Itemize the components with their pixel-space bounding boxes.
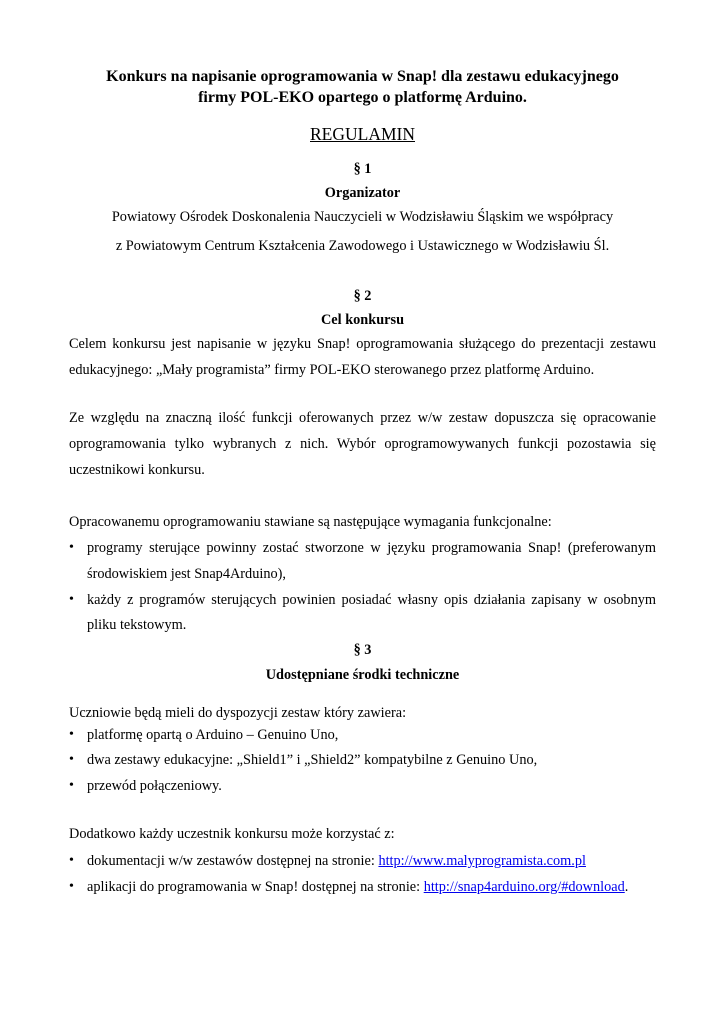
malyprogramista-link[interactable]: http://www.malyprogramista.com.pl bbox=[378, 853, 586, 869]
extra-item-2-period: . bbox=[624, 879, 629, 895]
section-1-number: § 1 bbox=[353, 161, 372, 177]
section-3-heading: Udostępniane środki techniczne bbox=[265, 667, 460, 683]
snap4arduino-download-link[interactable]: http://snap4arduino.org/#download bbox=[423, 879, 625, 895]
section-2-paragraph-1-line-2: edukacyjnego: „Mały programista” firmy POL-EKO sterowanego przez platformę Arduino. bbox=[69, 362, 595, 378]
section-3-extra-intro: Dodatkowo każdy uczestnik konkursu może korzystać z: bbox=[69, 826, 395, 842]
section-3-number: § 3 bbox=[353, 642, 372, 658]
bullet-glyph: • bbox=[69, 540, 74, 555]
section-3-extra-item-2 bbox=[87, 879, 628, 896]
bullet-glyph: • bbox=[69, 727, 74, 742]
document-subtitle: REGULAMIN bbox=[310, 124, 415, 144]
section-3-item: dwa zestawy edukacyjne: „Shield1” i „Shield2” kompatybilne z Genuino Uno, bbox=[87, 752, 538, 768]
section-1-text-line-2: z Powiatowym Centrum Kształcenia Zawodowego i Ustawicznego w Wodzisławiu Śl. bbox=[115, 238, 610, 254]
section-1-text-line-1: Powiatowy Ośrodek Doskonalenia Nauczycieli w Wodzisławiu Śląskim we współpracy bbox=[111, 209, 614, 225]
section-1-heading: Organizator bbox=[324, 185, 401, 201]
section-2-heading: Cel konkursu bbox=[320, 312, 405, 328]
document-title-line-1: Konkurs na napisanie oprogramowania w Snap! dla zestawu edukacyjnego bbox=[106, 68, 619, 85]
section-2-paragraph-2-line-1: Ze względu na znaczną ilość funkcji oferowanych przez w/w zestaw dopuszcza się opracowanie bbox=[69, 410, 656, 426]
section-2-bullet-2-line-2: pliku tekstowym. bbox=[87, 617, 187, 633]
section-2-number: § 2 bbox=[353, 288, 372, 304]
section-3-intro: Uczniowie będą mieli do dyspozycji zestaw który zawiera: bbox=[69, 705, 407, 721]
bullet-glyph: • bbox=[69, 752, 74, 767]
document-title-line-2: firmy POL-EKO opartego o platformę Arduino. bbox=[198, 89, 527, 106]
section-2-paragraph-1-line-1: Celem konkursu jest napisanie w języku Snap! oprogramowania służącego do prezentacji zestawu bbox=[69, 336, 656, 352]
section-2-paragraph-2-line-3: uczestnikowi konkursu. bbox=[69, 462, 205, 478]
bullet-glyph: • bbox=[69, 778, 74, 793]
section-2-paragraph-3: Opracowanemu oprogramowaniu stawiane są następujące wymagania funkcjonalne: bbox=[69, 514, 552, 530]
bullet-glyph: • bbox=[69, 879, 74, 894]
section-2-bullet-1-line-1: programy sterujące powinny zostać stworzone w języku programowania Snap! (preferowanym bbox=[87, 540, 656, 556]
section-2-bullet-1-line-2: środowiskiem jest Snap4Arduino), bbox=[87, 566, 286, 582]
section-2-bullet-2-line-1: każdy z programów sterujących powinien posiadać własny opis działania zapisany w osobnym bbox=[87, 592, 656, 608]
bullet-glyph: • bbox=[69, 853, 74, 868]
section-3-item: przewód połączeniowy. bbox=[87, 778, 222, 794]
section-3-extra-item-1 bbox=[87, 853, 586, 870]
section-2-paragraph-2-line-2: oprogramowania tylko wybranych z nich. Wybór oprogramowywanych funkcji pozostawia się bbox=[69, 436, 656, 452]
extra-item-1-text: dokumentacji w/w zestawów dostępnej na stronie: bbox=[87, 853, 379, 869]
extra-item-2-text: aplikacji do programowania w Snap! dostępnej na stronie: bbox=[87, 879, 424, 895]
bullet-glyph: • bbox=[69, 592, 74, 607]
section-3-item: platformę opartą o Arduino – Genuino Uno, bbox=[87, 727, 339, 743]
